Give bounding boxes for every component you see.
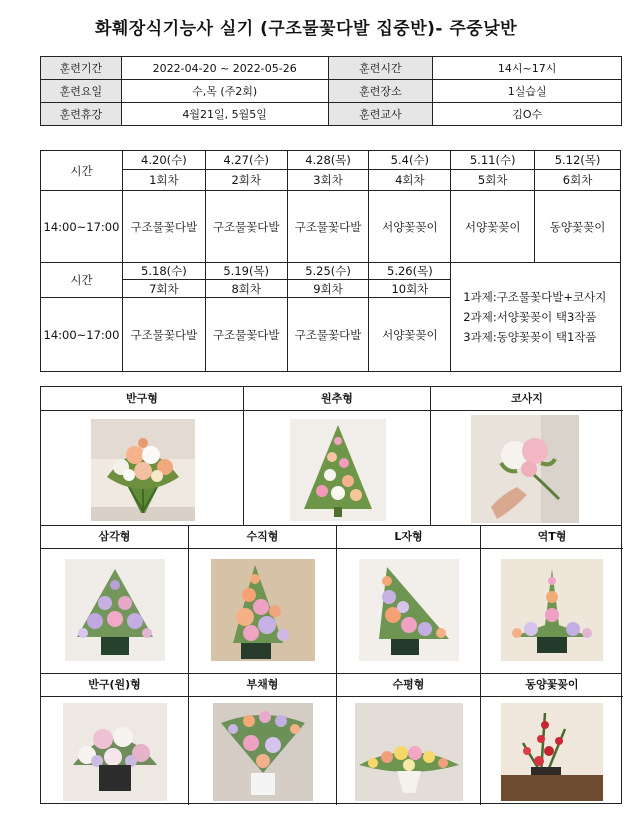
subject-cell: 구조물꽃다발 [205,191,287,263]
days-value: 수,목 (주2회) [121,80,328,103]
gallery-row [41,673,621,805]
flower-photo [290,419,386,521]
flower-photo [501,559,603,661]
subject-cell: 구조물꽃다발 [287,191,369,263]
date-cell: 4.20(수) [122,151,205,170]
date-cell: 4.28(목) [287,151,369,170]
gallery-cell [41,525,189,673]
gallery-row [41,525,621,673]
session-cell: 9회차 [287,280,369,298]
flower-photo [501,703,603,801]
subject-cell: 서양꽃꽂이 [369,191,451,263]
date-cell: 5.4(수) [369,151,451,170]
session-cell: 5회차 [451,170,535,191]
time-header: 시간 [41,263,123,298]
time-label: 훈련시간 [328,57,433,80]
holiday-label: 훈련휴강 [41,103,122,126]
time-value: 14시~17시 [433,57,622,80]
period-value: 2022-04-20 ~ 2022-05-26 [121,57,328,80]
date-cell: 5.18(수) [122,263,205,280]
style-label: 원추형 [244,387,430,411]
gallery-cell [481,525,623,673]
subject-cell: 서양꽃꽂이 [451,191,535,263]
style-label: 반구(원)형 [41,673,188,697]
gallery-cell [431,387,623,525]
subject-cell: 서양꽃꽂이 [369,298,451,372]
flower-photo [211,559,315,661]
gallery-cell [41,387,244,525]
gallery-cell [189,525,337,673]
flower-photo [213,703,313,801]
subject-cell: 구조물꽃다발 [122,191,205,263]
flower-photo [355,703,463,801]
flower-photo [471,415,579,523]
gallery-row [41,387,621,525]
style-label: 코사지 [431,387,623,411]
place-label: 훈련장소 [328,80,433,103]
subject-cell: 구조물꽃다발 [205,298,287,372]
subject-cell: 동양꽃꽂이 [535,191,621,263]
gallery-cell [481,673,623,805]
style-label: 동양꽃꽂이 [481,673,623,697]
date-cell: 5.12(목) [535,151,621,170]
style-label: L자형 [337,525,480,549]
date-cell: 5.26(목) [369,263,451,280]
subject-cell: 구조물꽃다발 [122,298,205,372]
flower-photo [65,559,165,661]
place-value: 1실습실 [433,80,622,103]
session-cell: 8회차 [205,280,287,298]
gallery-cell [337,673,481,805]
style-label: 반구형 [41,387,243,411]
flower-photo [63,703,167,801]
arrangement-gallery [40,386,622,804]
training-info-table [40,56,622,126]
note-line: 3과제:동양꽃꽂이 택1작품 [463,330,597,344]
gallery-cell [41,673,189,805]
date-cell: 5.11(수) [451,151,535,170]
flower-photo [359,559,459,661]
style-label: 수직형 [189,525,336,549]
note-line: 1과제:구조물꽃다발+코사지 [463,290,607,304]
flower-photo [91,419,195,521]
days-label: 훈련요일 [41,80,122,103]
gallery-cell [244,387,431,525]
gallery-cell [189,673,337,805]
style-label: 삼각형 [41,525,188,549]
teacher-label: 훈련교사 [328,103,433,126]
gallery-cell [337,525,481,673]
time-header: 시간 [41,151,123,191]
note-line: 2과제:서양꽃꽂이 택3작품 [463,310,597,324]
session-cell: 10회차 [369,280,451,298]
subject-cell: 구조물꽃다발 [287,298,369,372]
session-cell: 7회차 [122,280,205,298]
session-cell: 1회차 [122,170,205,191]
session-cell: 3회차 [287,170,369,191]
date-cell: 5.25(수) [287,263,369,280]
page-title: 화훼장식기능사 실기 (구조물꽃다발 집중반)- 주중낮반 [95,19,518,39]
style-label: 수평형 [337,673,480,697]
session-cell: 2회차 [205,170,287,191]
holiday-value: 4월21일, 5월5일 [121,103,328,126]
date-cell: 5.19(목) [205,263,287,280]
period-label: 훈련기간 [41,57,122,80]
time-cell: 14:00~17:00 [41,298,123,372]
teacher-value: 김O수 [433,103,622,126]
session-cell: 6회차 [535,170,621,191]
schedule-table [40,150,621,372]
style-label: 부채형 [189,673,336,697]
session-cell: 4회차 [369,170,451,191]
style-label: 역T형 [481,525,623,549]
date-cell: 4.27(수) [205,151,287,170]
task-notes [451,263,621,372]
time-cell: 14:00~17:00 [41,191,123,263]
